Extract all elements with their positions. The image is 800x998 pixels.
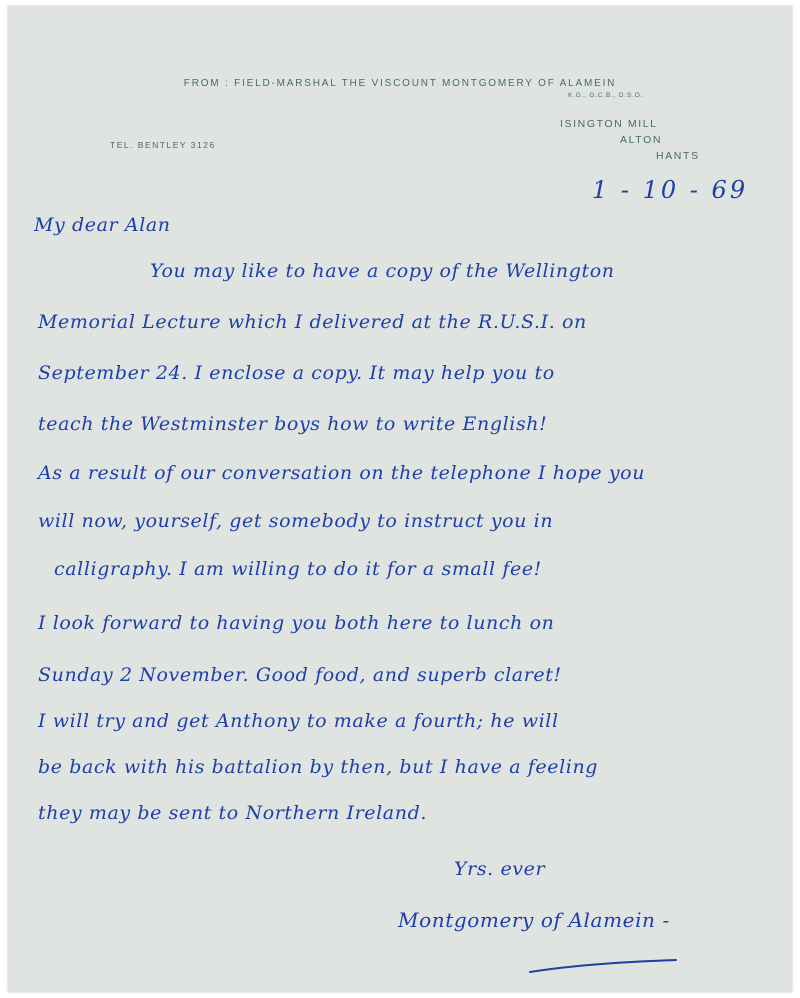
- address-line: HANTS: [656, 150, 700, 162]
- body-line: teach the Westminster boys how to write English!: [38, 413, 548, 435]
- letter-sheet: [8, 6, 792, 992]
- letterhead-from: FROM : FIELD-MARSHAL THE VISCOUNT MONTGOMERY OF ALAMEIN: [183, 78, 617, 89]
- address-line: ISINGTON MILL: [560, 118, 658, 130]
- body-line: I look forward to having you both here to lunch on: [38, 612, 555, 634]
- body-line: will now, yourself, get somebody to instruct you in: [38, 510, 554, 532]
- body-line: calligraphy. I am willing to do it for a small fee!: [54, 558, 542, 580]
- letterhead-honours: K.G., G.C.B., D.S.O.: [568, 92, 644, 99]
- salutation: My dear Alan: [34, 214, 171, 236]
- body-line: Memorial Lecture which I delivered at the R.U.S.I. on: [38, 311, 587, 333]
- body-line: be back with his battalion by then, but I have a feeling: [38, 756, 599, 778]
- body-line: You may like to have a copy of the Wellington: [150, 260, 615, 282]
- body-line: Sunday 2 November. Good food, and superb claret!: [38, 664, 562, 686]
- body-line: September 24. I enclose a copy. It may help you to: [38, 362, 555, 384]
- address-line: ALTON: [620, 134, 663, 146]
- letter-date: 1 - 10 - 69: [592, 176, 749, 204]
- body-line: they may be sent to Northern Ireland.: [38, 802, 427, 824]
- letterhead-telephone: TEL. BENTLEY 3126: [110, 140, 216, 150]
- signature-flourish-icon: [528, 958, 678, 976]
- signature: Montgomery of Alamein -: [398, 908, 670, 932]
- body-line: As a result of our conversation on the telephone I hope you: [38, 462, 646, 484]
- body-line: I will try and get Anthony to make a fourth; he will: [38, 710, 559, 732]
- closing: Yrs. ever: [454, 858, 546, 880]
